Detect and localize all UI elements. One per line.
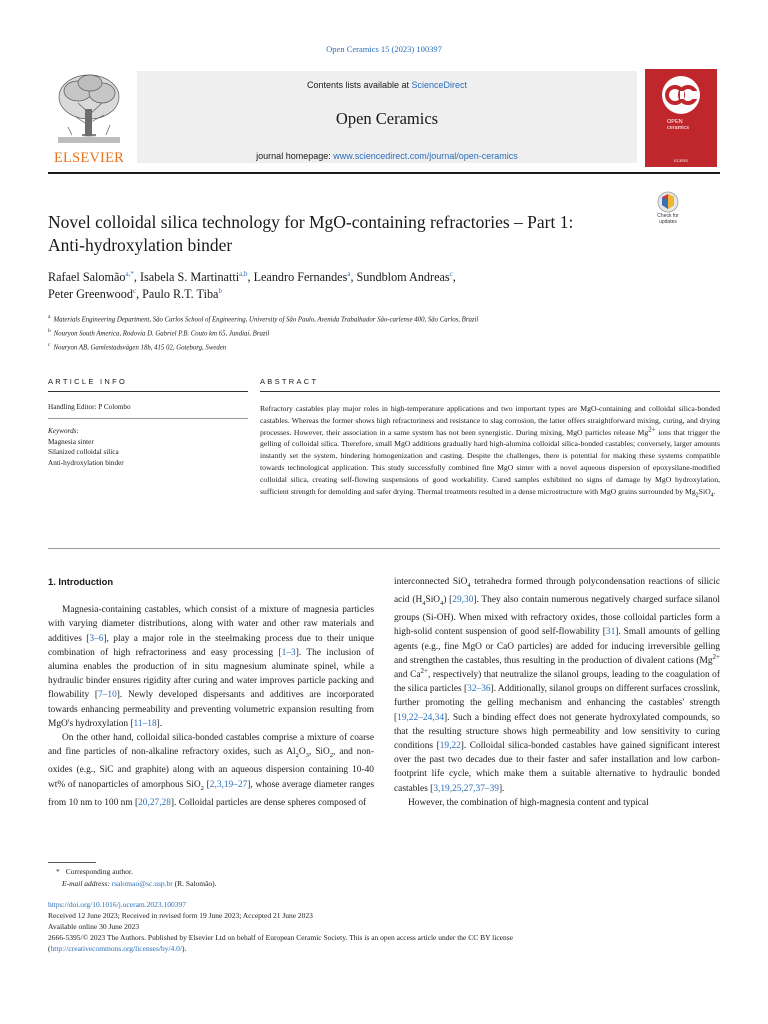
- author-name: Leandro Fernandes: [253, 270, 348, 284]
- author-affiliation[interactable]: a,*: [125, 269, 134, 278]
- masthead-box: [137, 71, 637, 163]
- affiliations: [48, 312, 688, 353]
- author-affiliation[interactable]: b: [218, 286, 222, 295]
- keywords-divider: [48, 418, 248, 419]
- author-affiliation[interactable]: c: [449, 269, 453, 278]
- open-ceramics-logo-icon: [661, 75, 701, 115]
- elsevier-tree-icon: [48, 69, 130, 149]
- check-updates-line-2: updates: [659, 218, 677, 225]
- affiliation-item: [48, 340, 688, 354]
- citation-link[interactable]: 11–18: [133, 718, 157, 729]
- abstract-divider: [260, 391, 720, 392]
- journal-name: Open Ceramics: [335, 109, 439, 128]
- abstract-superscript: 2+: [648, 425, 656, 434]
- email-label: E-mail address:: [62, 878, 112, 888]
- article-info-heading: ARTICLE INFO: [48, 377, 128, 386]
- email-link[interactable]: rsalomao@sc.usp.br: [111, 878, 173, 888]
- sciencedirect-link[interactable]: ScienceDirect: [411, 80, 468, 90]
- keywords-heading: Keywords:: [48, 427, 79, 435]
- citation-link[interactable]: 32–36: [467, 684, 491, 695]
- body-column-left: [48, 575, 374, 810]
- citation-link[interactable]: 19,22–24,34: [397, 712, 444, 723]
- journal-header: [48, 69, 720, 169]
- footnote-marker: *: [56, 867, 60, 876]
- article-info-divider: [48, 391, 248, 392]
- author-name: Paulo R.T. Tiba: [142, 287, 219, 301]
- abstract-subscript: 4: [710, 492, 714, 499]
- cover-footer: ECERS: [674, 158, 688, 163]
- keyword-item: Magnesia sinter: [48, 437, 94, 446]
- doi-link[interactable]: https://doi.org/10.1016/j.oceram.2023.100397: [48, 900, 186, 909]
- abstract-part: ions that trigger the gelling of colloidal silica. Therefore, small MgO additions gradually hard high-alumina colloidal silica-bonded castables; conversely, larger amounts instantly set the system, hindering homogenization and casting. Despite the challenges, there is potential for making these systems compatible towards technological application. This study successfully combined fine MgO sinter with a novel aqueous dispersion of epoxysilane-modified colloidal silica, creating self-flowing suspensions of good workability. Cured samples exhibited no signs of damage by MgO hydroxylation, sufficient strength for demolding and safer drying. Thermal treatments resulted in a dense microstructure with MgO grains surrounded by Mg: [260, 427, 720, 496]
- elsevier-wordmark: ELSEVIER: [53, 150, 125, 166]
- citation-link[interactable]: 3,19,25,27,37–39: [433, 783, 499, 794]
- corresponding-author-note: [48, 866, 720, 878]
- email-suffix: (R. Salomão).: [172, 878, 217, 888]
- received-dates: Received 12 June 2023; Received in revised form 19 June 2023; Accepted 21 June 2023: [48, 911, 313, 920]
- affiliation-key: a: [48, 314, 51, 320]
- contents-line: [137, 80, 637, 90]
- online-date: Available online 30 June 2023: [48, 922, 140, 931]
- author-affiliation[interactable]: a: [347, 269, 351, 278]
- email-note: [48, 878, 720, 890]
- abstract-heading: ABSTRACT: [260, 377, 319, 386]
- affiliation-key: c: [48, 341, 51, 348]
- citation-link[interactable]: 1–3: [281, 647, 296, 658]
- affiliation-item: [48, 312, 688, 326]
- author-affiliation[interactable]: a,b: [239, 269, 248, 278]
- abstract-part: .: [713, 486, 716, 496]
- homepage-link[interactable]: www.sciencedirect.com/journal/open-ceramics: [333, 151, 518, 161]
- keywords-block: [48, 426, 124, 468]
- license-url-line: (http://creativecommons.org/licenses/by/4.0/).: [48, 944, 187, 953]
- abstract-part: SiO: [698, 486, 711, 496]
- body-paragraph: However, the combination of high-magnesia content and typical: [408, 797, 649, 808]
- contents-prefix: Contents lists available at: [306, 80, 412, 90]
- cover-title: [667, 119, 689, 131]
- cover-title-line-2: ceramics: [667, 125, 690, 131]
- author-name: Isabela S. Martinatti: [139, 270, 240, 284]
- check-updates-icon: [648, 191, 688, 215]
- author-name: Sundblom Andreas: [356, 270, 450, 284]
- affiliation-text: Nouryon AB, Gamlestadsvägen 18b, 415 02, Goteborg, Sweden: [53, 343, 227, 351]
- homepage-line: [137, 151, 637, 161]
- citation-link[interactable]: 7–10: [98, 690, 117, 701]
- affiliation-item: [48, 326, 688, 340]
- elsevier-logo[interactable]: [48, 69, 130, 169]
- cover-title-line-1: OPEN: [667, 119, 683, 125]
- license-text: 2666-5395/© 2023 The Authors. Published by Elsevier Ltd on behalf of European Ceramic Society. This is an open access article under the CC BY license: [48, 933, 513, 942]
- citation-link[interactable]: 19,22: [439, 740, 461, 751]
- author-name: Peter Greenwood: [48, 287, 133, 301]
- abstract-part: Refractory castables play major roles in high-temperature applications and two important types are MgO-containing and colloidal silica-bonded castables. Whereas the former shows high refractoriness and resistance to slag corrosion, the latter offers straightforward mixing, curing, and drying processes. However, their association in a same system has not been synergistic. During mixing, MgO particles release Mg: [260, 404, 720, 437]
- corresponding-author-label: Corresponding author.: [65, 867, 133, 876]
- handling-editor: Handling Editor: P Colombo: [48, 403, 131, 411]
- check-updates-label: [648, 214, 688, 225]
- citation-link[interactable]: 20,27,28: [138, 797, 171, 808]
- body-paragraph: On the other hand, colloidal silica-bonded castables comprise a mixture of coarse and fine particles of non-alkaline refractory oxides, such as $Al_2O_3$, SiO$_2$, and non-oxides (e.g., SiC and graphite) along with an aqueous dispersion containing 10-40 wt% of nanoparticles of amorphous SiO$_2$ [2,3,19–27], whose average diameter ranges from 10 nm to 100 nm [20,27,28]. Colloidal particles are dense spheres composed of: [48, 733, 375, 808]
- article-title: Novel colloidal silica technology for MgO-containing refractories – Part 1: Anti-hydroxylation binder: [48, 212, 574, 255]
- affiliation-key: b: [48, 327, 51, 334]
- body-paragraph: interconnected SiO$_4$ tetrahedra formed through polycondensation reactions of silicic acid $(H_4SiO_4)$ [29,30]. They also contain numerous negatively charged surface silanol groups (Si-OH). When mixed with refractory oxides, those colloidal particles form a high-solid content suspension of good self-flowability [31]. Small amounts of gelling agents (e.g., fine MgO or CaO particles) are added for inducing irreversible gelling and strengthen the castables, thus resulting in the production of divalent cations ($Mg^{2+}$ and $Ca^{2+}$, respectively) that neutralize the silanol groups, leading to the coagulation of the silica particles [32–36]. Additionally, silanol groups on different surfaces crosslink, further promoting the gelling mechanism and enhancing the castables' strength [19,22–24,34]. Such a binding effect does not generate hydroxylated compounds, so that the resulting structure shows high permeability and low sensitivity to curing conditions [19,22]. Colloidal silica-bonded castables have gained significant interest over the past two decades due to their faster and safer installation and low carbon-footprint life cycle, which make them a suitable alternative to hydraulic bonded castables [3,19,25,27,37–39].: [394, 577, 720, 794]
- author-name: Rafael Salomão: [48, 270, 126, 284]
- keyword-item: Silanized colloidal silica: [48, 448, 119, 456]
- citation-link[interactable]: 29,30: [452, 595, 474, 606]
- citation-link[interactable]: 31: [605, 627, 616, 638]
- abstract-bottom-divider: [48, 548, 720, 549]
- abstract-subscript: 2: [695, 492, 699, 499]
- header-divider: [48, 172, 720, 174]
- keyword-item: Anti-hydroxylation binder: [48, 458, 124, 467]
- affiliation-text: Materials Engineering Department, São Carlos School of Engineering, University of São Paulo, Avenida Trabalhador São-carlense 400, São Carlos, Brazil: [53, 316, 479, 324]
- check-for-updates-button[interactable]: [648, 191, 688, 237]
- footnote-divider: [48, 862, 96, 863]
- journal-cover[interactable]: [645, 69, 717, 167]
- license-link[interactable]: http://creativecommons.org/licenses/by/4.0/: [50, 944, 183, 953]
- abstract-text: [260, 403, 720, 502]
- check-updates-line-1: Check for: [657, 213, 679, 219]
- citation-link[interactable]: 3–6: [89, 633, 104, 644]
- affiliation-text: Nouryon South America, Rodovia D. Gabriel P.B. Couto km 65, Jundiaí, Brazil: [53, 330, 270, 338]
- footnotes: [48, 866, 720, 889]
- homepage-prefix: journal homepage:: [256, 151, 334, 161]
- author-affiliation[interactable]: c: [132, 286, 137, 295]
- publication-info: [48, 899, 720, 954]
- body-column-right: [394, 575, 720, 810]
- journal-reference[interactable]: Open Ceramics 15 (2023) 100397: [326, 44, 442, 54]
- author-list: Rafael Salomão$^{a,*}$, Isabela S. Martinatti$^{a,b}$, Leandro Fernandes$^a$, Sundblom Andreas$^c$, Peter Greenwood$^c$, Paulo R.T. Tiba$^b$: [48, 269, 456, 301]
- body-paragraph: Magnesia-containing castables, which consist of a mixture of magnesia particles with varying diameter distributions, along with water and other raw materials and additives [3–6], play a major role in the steelmaking process due to their unique combination of high refractoriness and easy processing [1–3]. The inclusion of alumina enables the production of in situ magnesium aluminate spinel, while a hydraulic binder ensures rigidity after curing and water improves particle packing and flowability [7–10]. Newly developed dispersants and additives are incorporated towards enhancing permeability and preventing volumetric expansion resulting from MgO's hydroxylation [11–18].: [48, 605, 374, 729]
- citation-link[interactable]: 2,3,19–27: [209, 779, 248, 790]
- section-heading-introduction: 1. Introduction: [48, 576, 114, 587]
